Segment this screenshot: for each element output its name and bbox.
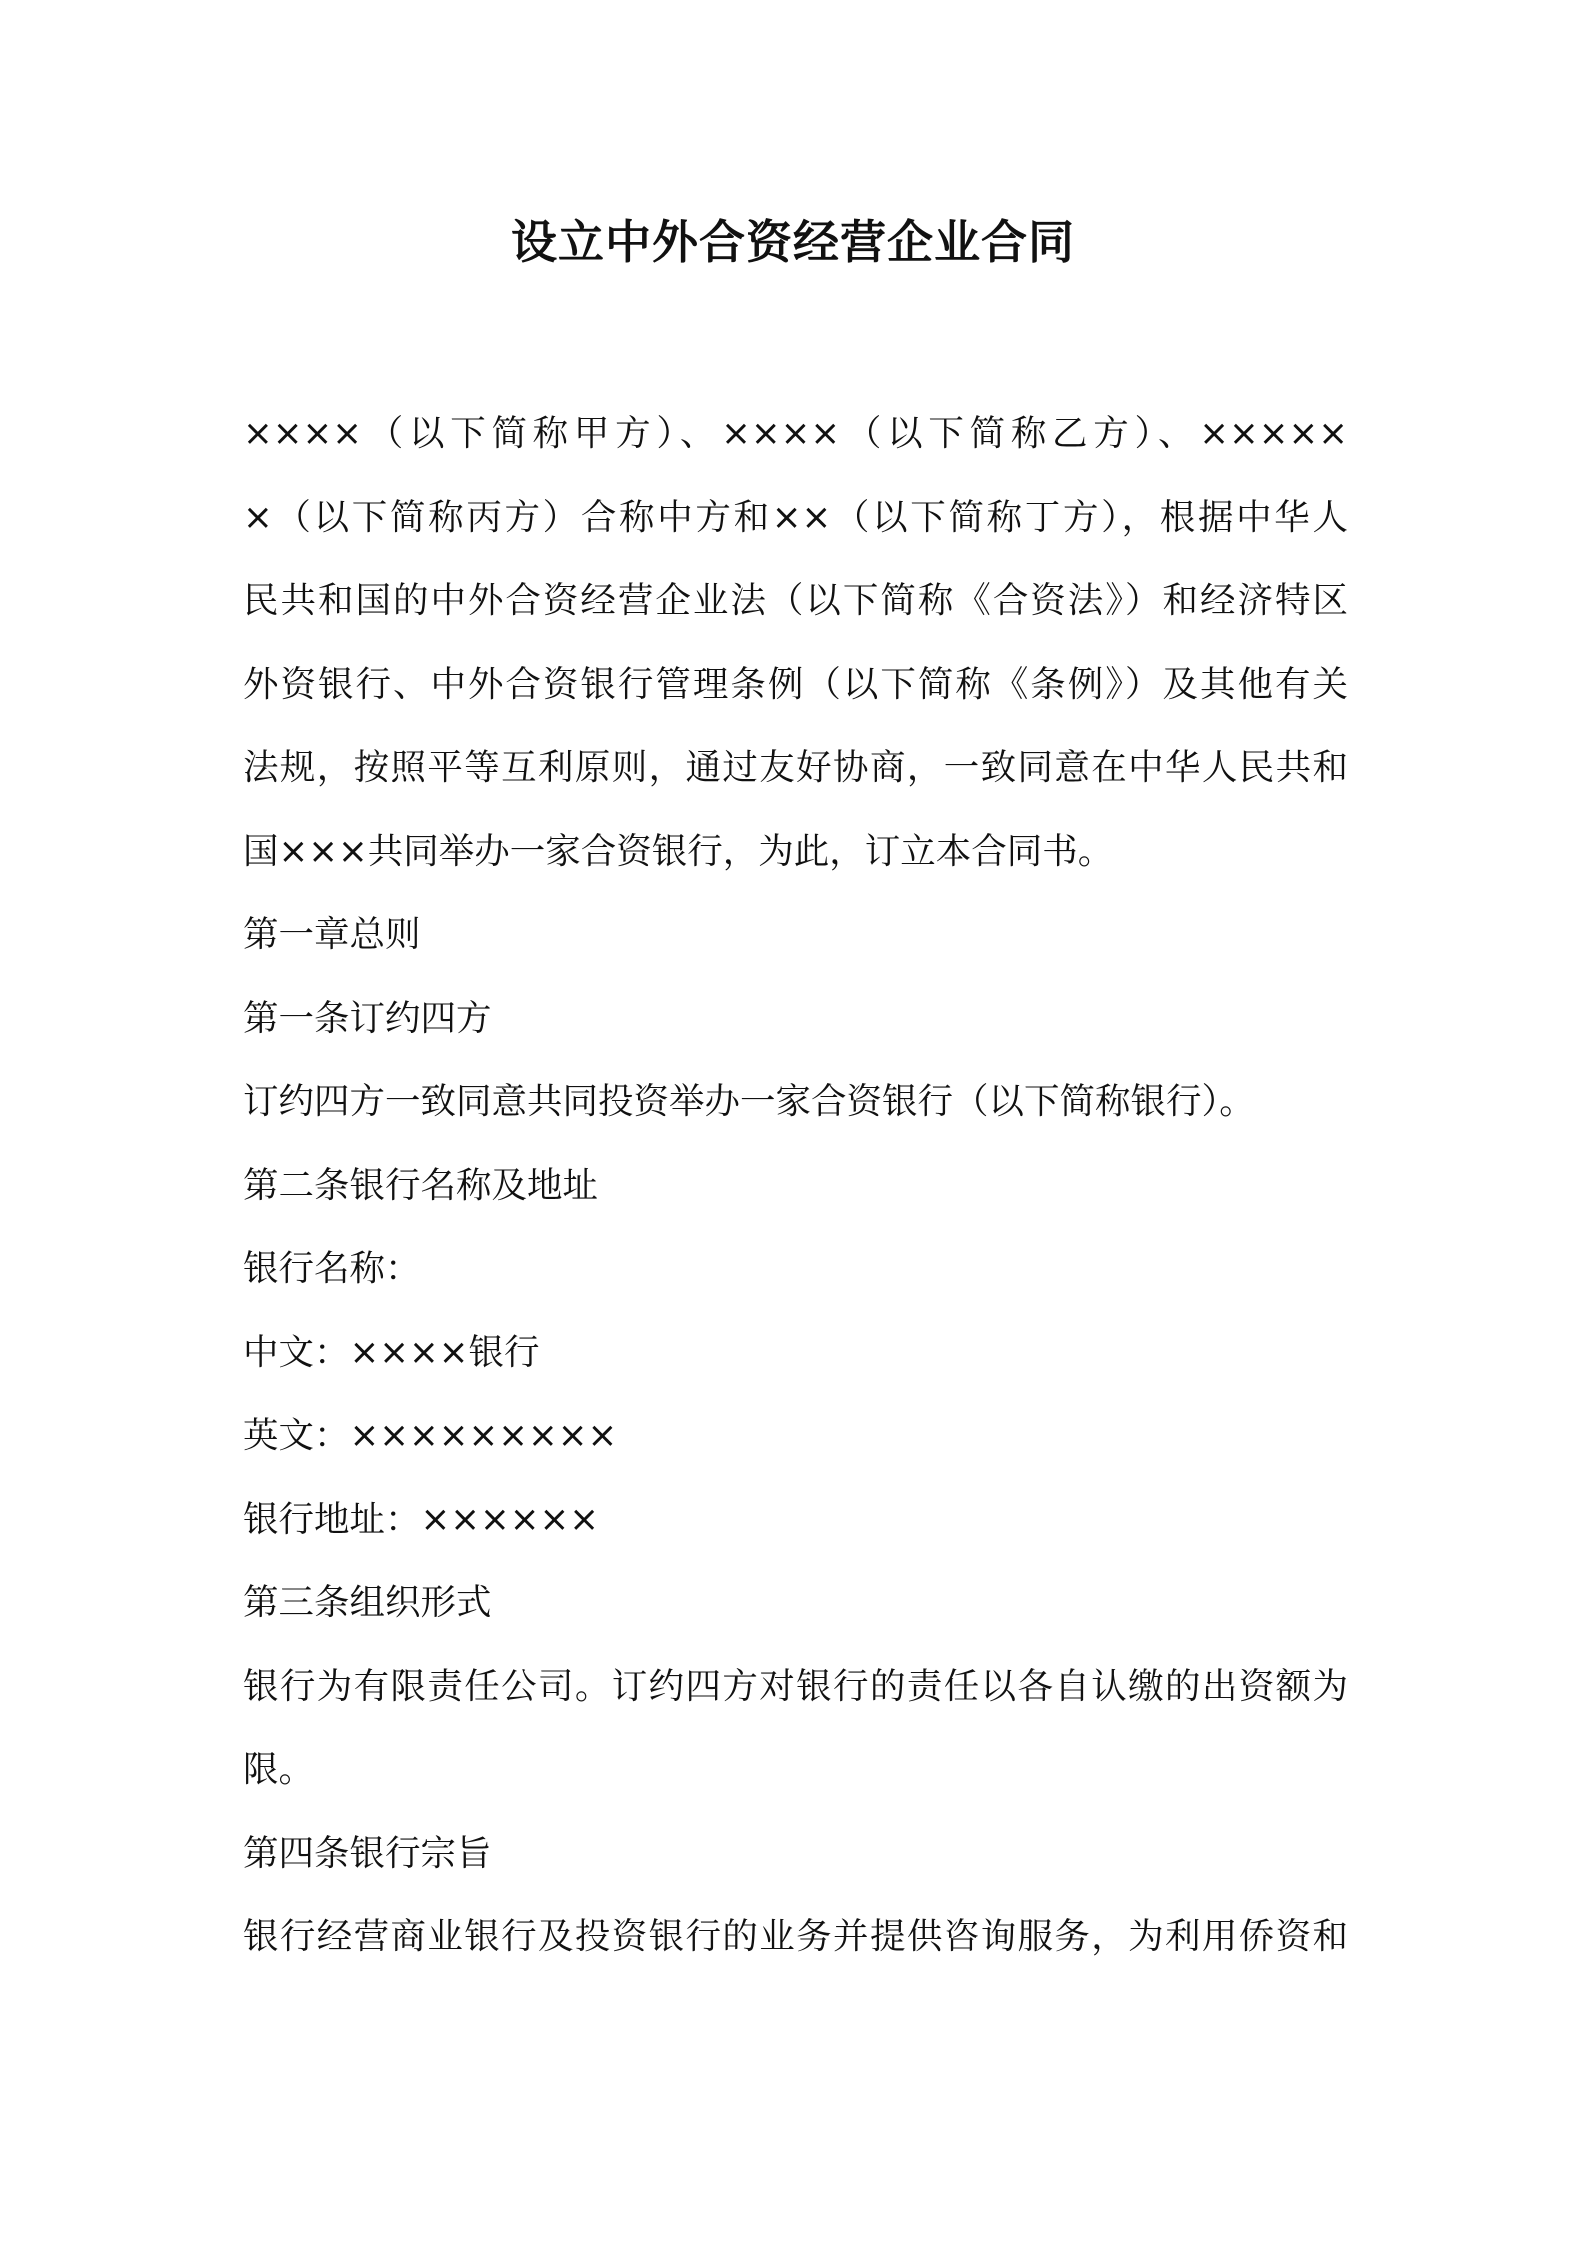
bank-name-english: 英文：×××××××××: [243, 1415, 618, 1456]
article-2-heading: 第二条银行名称及地址: [243, 1164, 599, 1206]
article-4-heading: 第四条银行宗旨: [243, 1832, 492, 1874]
chapter-heading: 第一章总则: [243, 914, 421, 955]
article-1-text: 订约四方一致同意共同投资举办一家合资银行（以下简称银行）。: [243, 1081, 1255, 1122]
preamble-line-2: ×（以下简称丙方）合称中方和××（以下简称丁方），根据中华人: [243, 496, 1348, 538]
article-3-text-line-2: 限。: [243, 1749, 315, 1790]
preamble-line-4: 外资银行、中外合资银行管理条例（以下简称《条例》）及其他有关: [243, 663, 1348, 705]
preamble-line-6: 国×××共同举办一家合资银行，为此，订立本合同书。: [243, 830, 1114, 872]
article-3-text-line-1: 银行为有限责任公司。订约四方对银行的责任以各自认缴的出资额为: [243, 1665, 1348, 1707]
bank-address: 银行地址：××××××: [243, 1498, 599, 1540]
preamble-line-3: 民共和国的中外合资经营企业法（以下简称《合资法》）和经济特区: [243, 580, 1348, 621]
article-1-heading: 第一条订约四方: [243, 997, 492, 1039]
preamble-line-1: ××××（以下简称甲方）、××××（以下简称乙方）、×××××: [243, 413, 1348, 454]
bank-name-chinese: 中文：××××银行: [243, 1331, 540, 1373]
document-body: [243, 392, 1348, 1979]
document-title: 设立中外合资经营企业合同: [511, 215, 1075, 269]
article-4-text-line-1: 银行经营商业银行及投资银行的业务并提供咨询服务，为利用侨资和: [243, 1916, 1348, 1957]
article-3-heading: 第三条组织形式: [243, 1582, 492, 1623]
preamble-line-5: 法规，按照平等互利原则，通过友好协商，一致同意在中华人民共和: [243, 747, 1348, 788]
bank-name-label: 银行名称：: [243, 1248, 421, 1289]
